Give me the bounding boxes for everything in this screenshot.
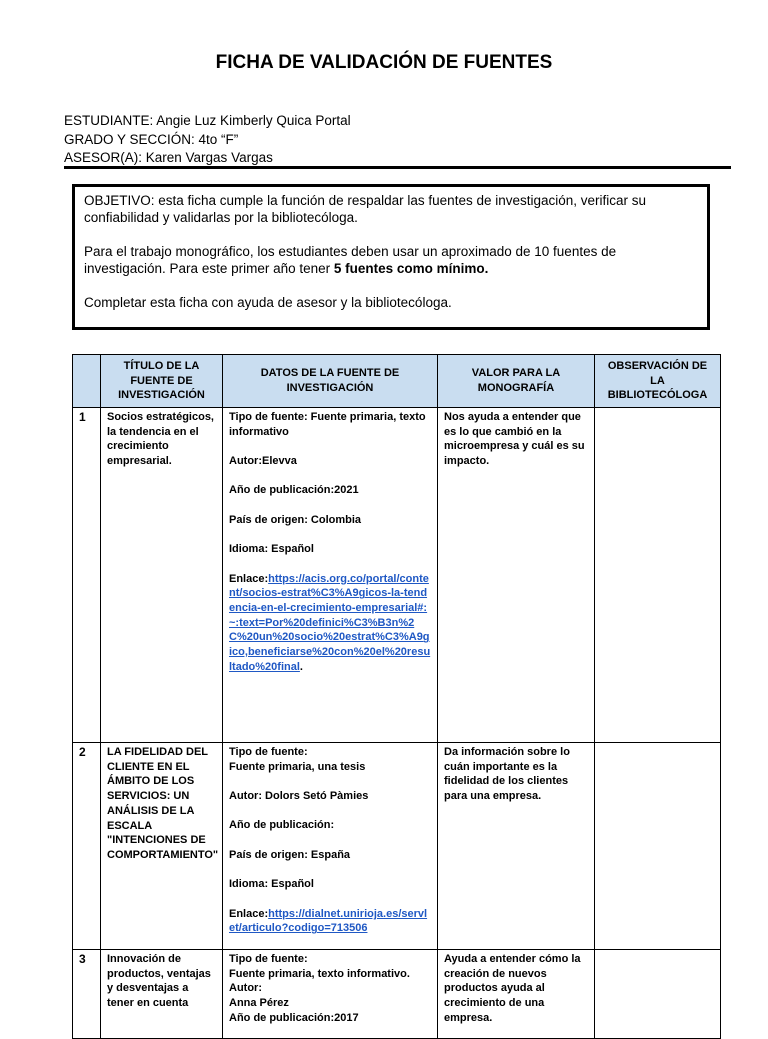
link-label: Enlace: xyxy=(229,572,269,585)
header-number xyxy=(73,355,101,408)
row-number: 1 xyxy=(73,408,101,743)
source-language: Idioma: Español xyxy=(229,878,314,891)
objective-paragraph: OBJETIVO: esta ficha cumple la función de respaldar las fuentes de investigación, verificar su confiabilidad y validarlas por la bibliotecóloga. xyxy=(84,193,647,225)
source-title: Socios estratégicos, la tendencia en el crecimiento empresarial. xyxy=(101,408,223,743)
source-year: Año de publicación:2021 xyxy=(229,484,359,497)
objective-instruction: Completar esta ficha con ayuda de asesor y la bibliotecóloga. xyxy=(84,295,452,310)
source-country: País de origen: España xyxy=(229,848,351,861)
librarian-observation[interactable] xyxy=(595,950,721,1039)
source-type: Tipo de fuente: Fuente primaria, texto informativo xyxy=(229,411,426,438)
source-country: País de origen: Colombia xyxy=(229,513,362,526)
source-type: Fuente primaria, una tesis xyxy=(229,760,366,773)
source-data xyxy=(223,408,438,743)
requirement-text: Para el trabajo monográfico, los estudiantes deben usar un aproximado de 10 fuentes de investigación. Para este primer año tener xyxy=(84,244,617,276)
advisor-line: ASESOR(A): Karen Vargas Vargas xyxy=(64,150,273,165)
table-header-row xyxy=(73,355,721,408)
grade-line: GRADO Y SECCIÓN: 4to “F” xyxy=(64,132,239,147)
header-title: TÍTULO DE LA FUENTE DE INVESTIGACIÓN xyxy=(101,355,223,408)
source-data xyxy=(223,950,438,1039)
librarian-observation[interactable] xyxy=(595,743,721,950)
source-author: Autor: Dolors Setó Pàmies xyxy=(229,790,369,803)
row-number: 3 xyxy=(73,950,101,1039)
source-title: Innovación de productos, ventajas y desventajas a tener en cuenta xyxy=(101,950,223,1039)
librarian-observation[interactable] xyxy=(595,408,721,743)
table-row xyxy=(73,408,721,743)
source-link-line xyxy=(229,572,431,675)
source-type-label: Tipo de fuente: xyxy=(229,746,308,758)
source-author-label: Autor: xyxy=(229,982,262,995)
source-title: LA FIDELIDAD DEL CLIENTE EN EL ÁMBITO DE LOS SERVICIOS: UN ANÁLISIS DE LA ESCALA "INTENCIONES DE COMPORTAMIENTO" xyxy=(101,743,223,950)
source-language: Idioma: Español xyxy=(229,543,314,556)
source-value: Ayuda a entender cómo la creación de nuevos productos ayuda al crecimiento de una empresa. xyxy=(438,950,595,1039)
header-observation: OBSERVACIÓN DE LA BIBLIOTECÓLOGA xyxy=(595,355,721,408)
student-line: ESTUDIANTE: Angie Luz Kimberly Quica Portal xyxy=(64,113,351,128)
header-data: DATOS DE LA FUENTE DE INVESTIGACIÓN xyxy=(223,355,438,408)
source-data xyxy=(223,743,438,950)
divider-rule xyxy=(64,166,731,169)
table-row xyxy=(73,743,721,950)
link-end: . xyxy=(299,660,303,673)
sources-table xyxy=(72,354,721,1039)
source-type: Fuente primaria, texto informativo. xyxy=(229,967,410,980)
header-value: VALOR PARA LA MONOGRAFÍA xyxy=(438,355,595,408)
row-number: 2 xyxy=(73,743,101,950)
link-label: Enlace: xyxy=(229,907,269,920)
objective-requirement xyxy=(84,243,698,277)
source-value: Da información sobre lo cuán importante es la fidelidad de los clientes para una empresa. xyxy=(438,743,595,950)
page-title: FICHA DE VALIDACIÓN DE FUENTES xyxy=(215,52,553,73)
requirement-bold: 5 fuentes como mínimo. xyxy=(333,261,489,276)
table-row xyxy=(73,950,721,1039)
source-link[interactable]: https://dialnet.unirioja.es/servlet/articulo?codigo=713506 xyxy=(229,907,428,935)
source-year: Año de publicación: xyxy=(229,819,335,832)
source-author: Autor:Elevva xyxy=(229,455,297,468)
source-year: Año de publicación:2017 xyxy=(229,1011,359,1024)
source-link[interactable]: https://acis.org.co/portal/content/socios-estrat%C3%A9gicos-la-tendencia-en-el-crecimiento-empresarial#:~:text=Por%20definici%C3%B3n%2C%20un%20socio%20estrat%C3%A9gico,beneficiarse%20con%20el%20resultado%20final xyxy=(229,572,431,673)
objective-box xyxy=(72,184,710,330)
source-value: Nos ayuda a entender que es lo que cambió en la microempresa y cuál es su impacto. xyxy=(438,408,595,743)
source-type-label: Tipo de fuente: xyxy=(229,953,308,965)
source-author: Anna Pérez xyxy=(229,997,289,1010)
source-link-line xyxy=(229,907,431,936)
